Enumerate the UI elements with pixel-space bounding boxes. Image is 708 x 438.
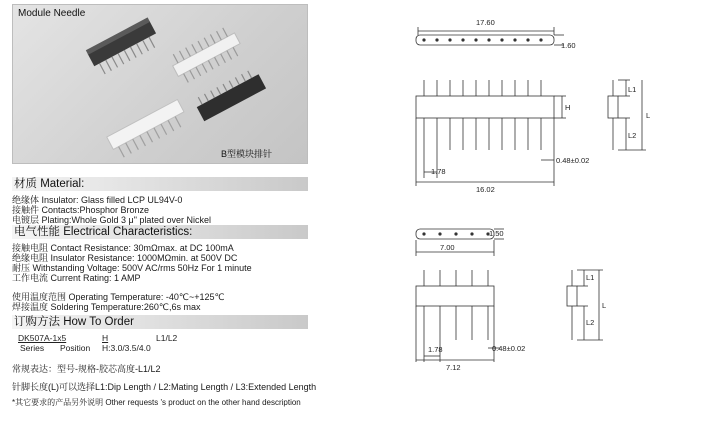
order-series: Series [20, 343, 45, 353]
dim-small-l1: L1 [586, 273, 595, 282]
order-l: L1/L2 [156, 333, 178, 343]
material-plating: 电镀层 Plating:Whole Gold 3 μ" plated over Nickel [12, 215, 211, 225]
dim-top-width: 17.60 [476, 18, 495, 27]
contact-resistance: 接触电阻 Contact Resistance: 30mΩmax. at DC 100mA [12, 243, 234, 253]
dim-l2: L2 [628, 131, 637, 140]
current-rating: 工作电流 Current Rating: 1 AMP [12, 273, 141, 283]
photo-title: Module Needle [18, 8, 86, 19]
material-contacts: 接触件 Contacts:Phosphor Bronze [12, 205, 150, 215]
order-h: H [102, 333, 109, 343]
order-heading: 订购方法 How To Order [12, 315, 308, 329]
dark-connector-2 [193, 67, 266, 121]
photo-caption: B型模块排针 [221, 149, 273, 159]
dim-top-height: 1.60 [561, 41, 576, 50]
white-connector-2 [107, 100, 190, 161]
top-view-large [416, 27, 564, 45]
dim-small-l2: L2 [586, 318, 595, 327]
dim-small-width: 7.00 [440, 243, 455, 252]
material-heading: 材质 Material: [12, 177, 308, 191]
operating-temperature: 使用温度范围 Operating Temperature: -40℃~+125℃ [12, 292, 225, 302]
dim-l1: L1 [628, 85, 637, 94]
side-view-small [567, 270, 603, 340]
withstanding-voltage: 耐压 Withstanding Voltage: 500V AC/rms 50Hz For 1 minute [12, 263, 252, 273]
dim-small-l: L [602, 301, 607, 310]
dim-small-height: 1.50 [489, 229, 504, 238]
order-code: DK507A-1x5 [18, 333, 67, 343]
order-note-3: *其它要求的产品另外说明 Other requests 's product on the other hand description [12, 398, 301, 407]
dim-pitch: 1.78 [431, 167, 446, 176]
product-photo [12, 4, 308, 164]
dark-connector-1 [86, 17, 162, 76]
dim-total: 16.02 [476, 185, 495, 194]
dim-h: H [565, 103, 571, 112]
order-h-values: H:3.0/3.5/4.0 [102, 343, 151, 353]
material-insulator: 绝缘体 Insulator: Glass filled LCP UL94V-0 [12, 195, 183, 205]
electrical-heading: 电气性能 Electrical Characteristics: [12, 225, 308, 239]
dim-pin: 0.48±0.02 [556, 156, 590, 165]
dim-small-pitch: 1.78 [428, 345, 443, 354]
order-position: Position [60, 343, 91, 353]
technical-drawing [328, 0, 708, 438]
soldering-temperature: 焊接温度 Soldering Temperature:260℃,6s max [12, 302, 201, 312]
dim-small-total: 7.12 [446, 363, 461, 372]
dim-small-pin: 0.48±0.02 [492, 344, 526, 353]
connector-illustration [13, 5, 309, 165]
insulator-resistance: 绝缘电阻 Insulator Resistance: 1000MΩmin. at 500V DC [12, 253, 238, 263]
dim-l: L [646, 111, 651, 120]
white-connector-1 [168, 24, 245, 85]
side-view-large [608, 80, 646, 150]
order-note-2: 针脚长度(L)可以选择L1:Dip Length / L2:Mating Length / L3:Extended Length [12, 382, 317, 392]
order-note-1: 常规表达：型号-规格-胶芯高度-L1/L2 [12, 364, 161, 374]
